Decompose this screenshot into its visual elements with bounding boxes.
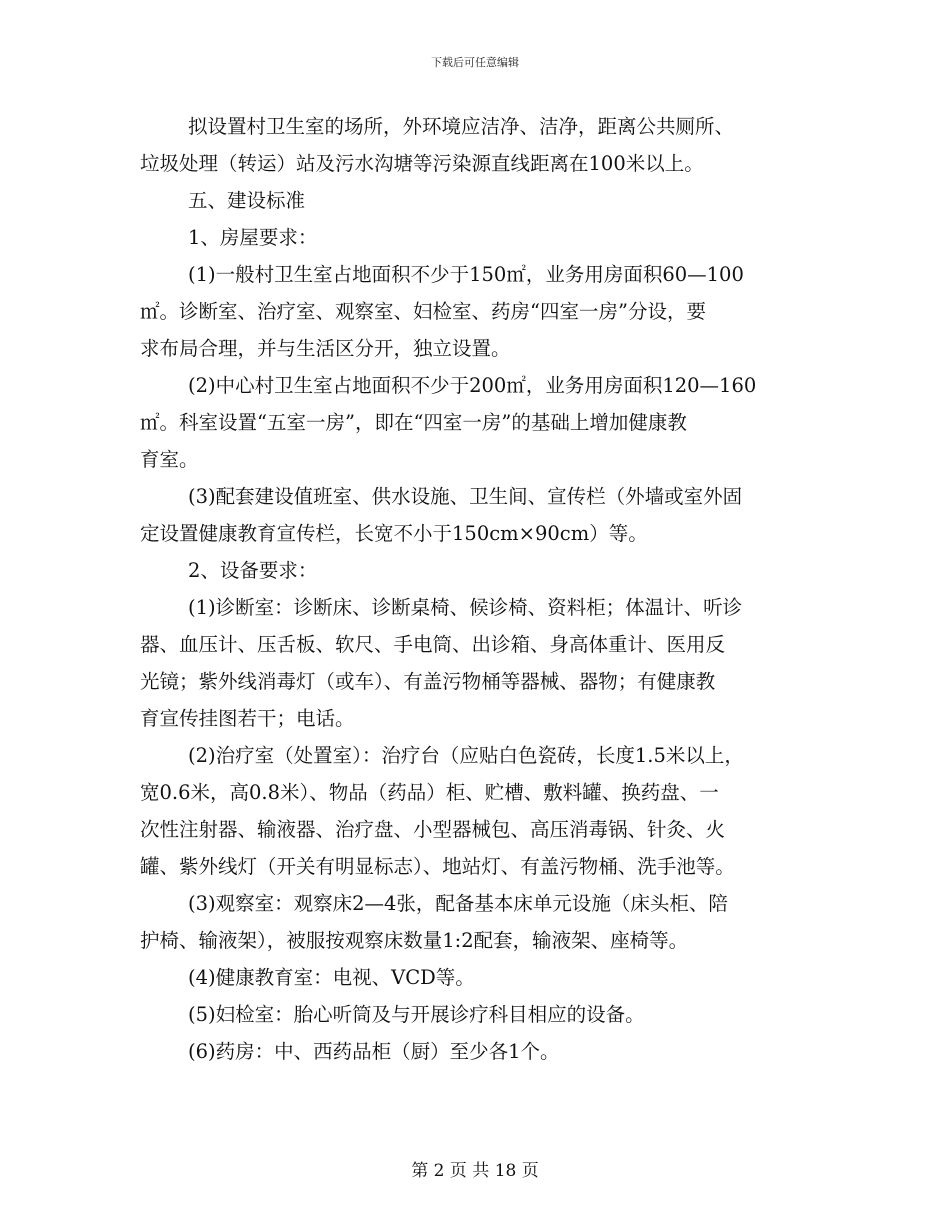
- page-footer: 第 2 页 共 18 页: [411, 1161, 539, 1181]
- text-line: 拟设置村卫生室的场所，外环境应洁净、洁净，距离公共厕所、: [188, 115, 735, 138]
- text-line: (1)一般村卫生室占地面积不少于150㎡，业务用房面积60—100: [188, 263, 744, 286]
- text-line: ㎡。诊断室、治疗室、观察室、妇检室、药房“四室一房”分设，要: [140, 300, 706, 323]
- text-line: 1、房屋要求：: [188, 226, 318, 249]
- text-line: 求布局合理，并与生活区分开，独立设置。: [140, 337, 511, 360]
- text-line: (3)配套建设值班室、供水设施、卫生间、宣传栏（外墙或室外固: [188, 485, 743, 508]
- text-line: 2、设备要求：: [188, 559, 318, 582]
- text-line: (2)治疗室（处置室）：治疗台（应贴白色瓷砖，长度1.5米以上，: [188, 744, 744, 767]
- page-header: 下载后可任意编辑: [431, 56, 519, 69]
- text-line: 护椅、输液架），被服按观察床数量1:2配套，输液架、座椅等。: [140, 929, 689, 952]
- text-line: (3)观察室：观察床2—4张，配备基本床单元设施（床头柜、陪: [188, 892, 728, 915]
- text-line: 育宣传挂图若干；电话。: [140, 707, 355, 730]
- text-line: ㎡。科室设置“五室一房”，即在“四室一房”的基础上增加健康教: [140, 411, 687, 434]
- text-line: 次性注射器、输液器、治疗盘、小型器械包、高压消毒锅、针灸、火: [140, 818, 726, 841]
- text-line: 五、建设标准: [188, 189, 306, 212]
- text-line: 宽0.6米，高0.8米）、物品（药品）柜、贮槽、敷料罐、换药盘、一: [140, 781, 719, 804]
- text-line: (4)健康教育室：电视、VCD等。: [188, 966, 475, 989]
- text-line: (1)诊断室：诊断床、诊断桌椅、候诊椅、资料柜；体温计、听诊: [188, 596, 743, 619]
- text-line: 定设置健康教育宣传栏，长宽不小于150cm×90cm）等。: [140, 522, 648, 545]
- text-line: (5)妇检室：胎心听筒及与开展诊疗科目相应的设备。: [188, 1003, 645, 1026]
- text-line: (2)中心村卫生室占地面积不少于200㎡，业务用房面积120—160: [188, 374, 757, 397]
- text-line: 器、血压计、压舌板、软尺、手电筒、出诊箱、身高体重计、医用反: [140, 633, 726, 656]
- text-line: 光镜；紫外线消毒灯（或车）、有盖污物桶等器械、器物；有健康教: [140, 670, 716, 693]
- text-line: (6)药房：中、西药品柜（厨）至少各1个。: [188, 1040, 560, 1063]
- text-line: 罐、紫外线灯（开关有明显标志）、地站灯、有盖污物桶、洗手池等。: [140, 855, 735, 878]
- text-line: 垃圾处理（转运）站及污水沟塘等污染源直线距离在100米以上。: [140, 152, 704, 175]
- document-body: [140, 108, 820, 1070]
- text-line: 育室。: [140, 448, 199, 471]
